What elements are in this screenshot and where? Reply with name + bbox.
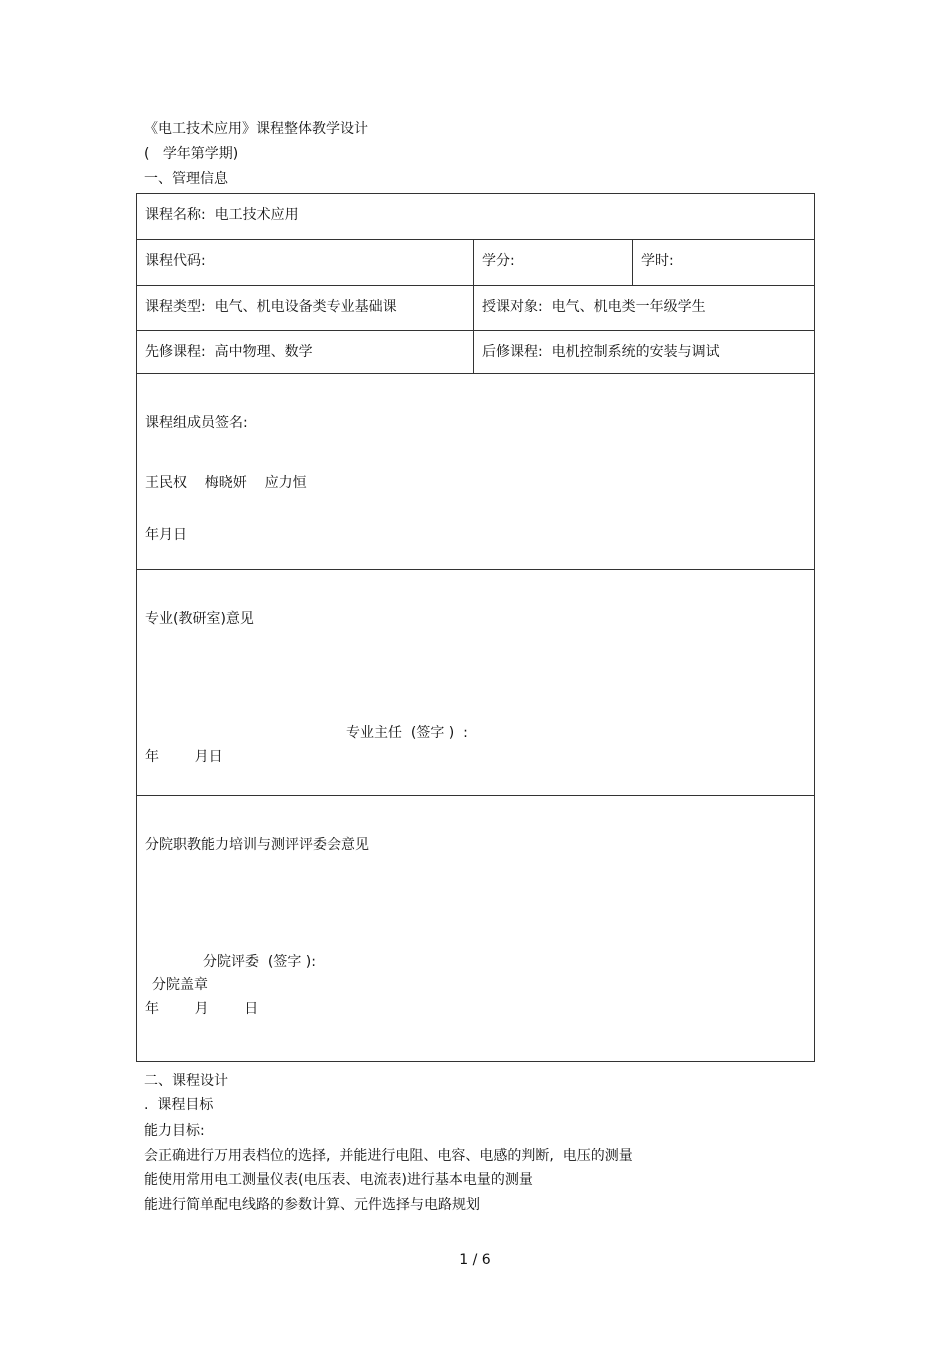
course-code-cell [137,240,474,286]
ability-item: 能进行简单配电线路的参数计算、元件选择与电路规划 [144,1197,480,1213]
page-number: 1 / 6 [459,1252,491,1268]
credits: 学分: [482,253,515,269]
section-course-design: 二、课程设计 [144,1073,228,1089]
hours-cell [633,240,815,286]
section-management-info: 一、管理信息 [144,171,228,187]
branch-date: 年 月 日 [145,1001,259,1017]
course-type-cell [137,286,474,331]
document-title: 《电工技术应用》课程整体教学设计 [144,121,368,137]
ability-goal-label: 能力目标: [144,1123,205,1139]
credits-cell [474,240,633,286]
audience-cell [474,286,815,331]
course-goal-heading: . 课程目标 [144,1097,214,1113]
course-type: 课程类型: 电气、机电设备类专业基础课 [145,299,397,315]
ability-item: 能使用常用电工测量仪表(电压表、电流表)进行基本电量的测量 [144,1172,533,1188]
members-date: 年月日 [145,527,187,543]
course-code: 课程代码: [145,253,206,269]
followup-cell [474,331,815,374]
audience: 授课对象: 电气、机电类一年级学生 [482,299,706,315]
ability-item: 会正确进行万用表档位的选择, 并能进行电阻、电容、电感的判断, 电压的测量 [144,1148,633,1164]
branch-seal: 分院盖章 [152,977,208,993]
branch-opinion-cell [137,796,815,1062]
members-names: 王民权 梅晓妍 应力恒 [145,475,307,491]
prerequisite: 先修课程: 高中物理、数学 [145,344,313,360]
major-date: 年 月日 [145,749,223,765]
branch-opinion-label: 分院职教能力培训与测评评委会意见 [145,837,369,853]
major-director-signature: 专业主任 (签字 ) : [346,725,468,741]
course-name-cell [137,194,815,240]
prerequisite-cell [137,331,474,374]
management-info-table [136,193,815,1062]
major-opinion-label: 专业(教研室)意见 [145,611,254,627]
term-line: ( 学年第学期) [144,146,239,162]
major-opinion-cell [137,570,815,796]
followup: 后修课程: 电机控制系统的安装与调试 [482,344,720,360]
branch-committee-signature: 分院评委 (签字 ): [203,954,316,970]
course-name: 课程名称: 电工技术应用 [145,207,299,223]
members-cell [137,374,815,570]
hours: 学时: [641,253,674,269]
members-label: 课程组成员签名: [145,415,248,431]
